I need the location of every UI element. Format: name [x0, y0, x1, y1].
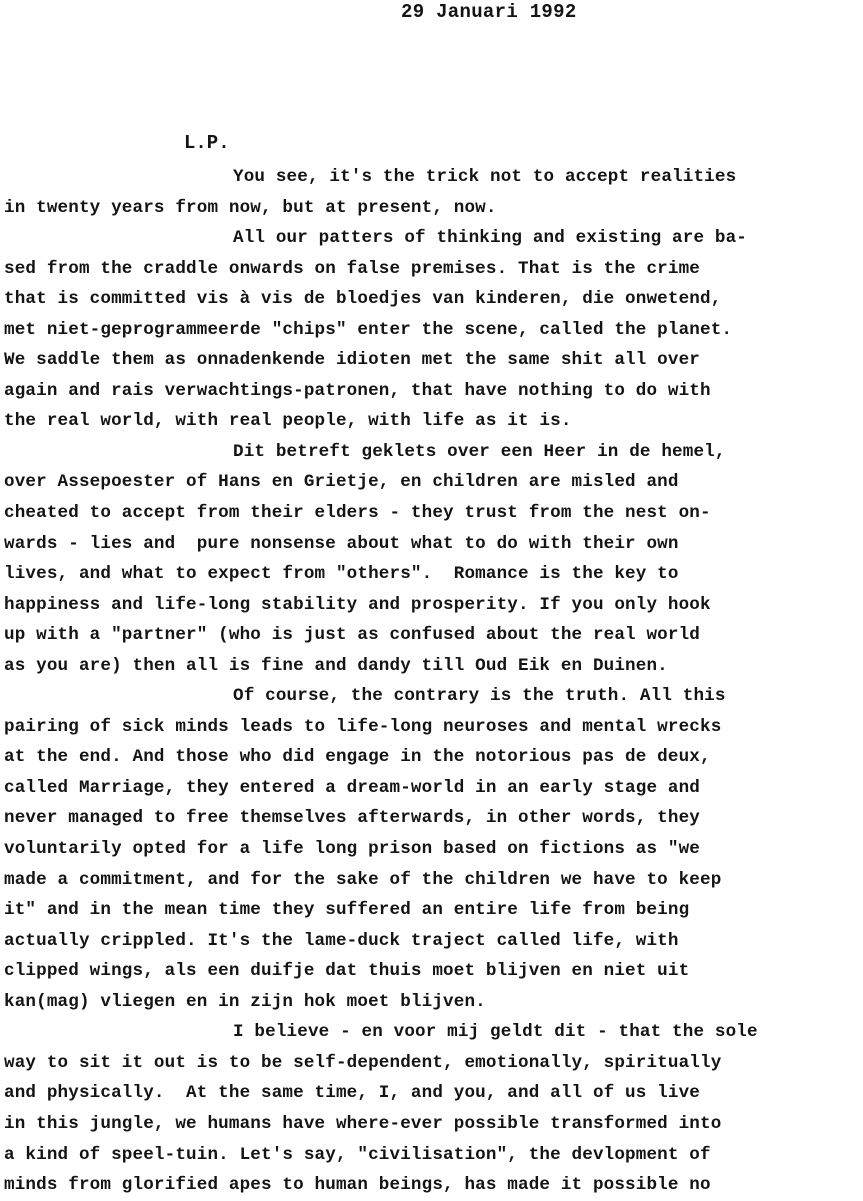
text-line: the real world, with real people, with life as it is. — [4, 411, 572, 432]
paragraph-first-line: All our patters of thinking and existing are ba- — [233, 228, 747, 249]
paragraph-first-line: Of course, the contrary is the truth. All this — [233, 686, 726, 707]
text-line: happiness and life-long stability and prosperity. If you only hook — [4, 594, 711, 615]
text-line: We saddle them as onnadenkende idioten met the same shit all over — [4, 350, 701, 371]
text-line: actually crippled. It's the lame-duck traject called life, with — [4, 930, 679, 951]
paragraph-first-line: You see, it's the trick not to accept realities — [233, 167, 737, 187]
text-line: met niet-geprogrammeerde "chips" enter the scene, called the planet. — [4, 319, 733, 340]
text-line: and physically. At the same time, I, and you, and all of us live — [4, 1083, 701, 1104]
text-line: cheated to accept from their elders - they trust from the nest on- — [4, 503, 711, 524]
text-line: it" and in the mean time they suffered an entire life from being — [4, 900, 690, 921]
text-line: called Marriage, they entered a dream-world in an early stage and — [4, 777, 701, 798]
text-line: wards - lies and pure nonsense about what to do with their own — [4, 533, 679, 554]
text-line: made a commitment, and for the sake of the children we have to keep — [4, 869, 722, 890]
text-line: over Assepoester of Hans en Grietje, en children are misled and — [4, 472, 679, 493]
text-line: at the end. And those who did engage in the notorious pas de deux, — [4, 747, 711, 768]
text-line: pairing of sick minds leads to life-long neuroses and mental wrecks — [4, 716, 722, 737]
paragraph-first-line: Dit betreft geklets over een Heer in de hemel, — [233, 441, 726, 462]
paragraph-first-line: I believe - en voor mij geldt dit - that the sole — [233, 1022, 758, 1043]
text-line: kan(mag) vliegen en in zijn hok moet blijven. — [4, 991, 486, 1012]
text-line: again and rais verwachtings-patronen, that have nothing to do with — [4, 380, 711, 401]
text-line: as you are) then all is fine and dandy till Oud Eik en Duinen. — [4, 655, 668, 676]
text-line: voluntarily opted for a life long prison based on fictions as "we — [4, 839, 701, 860]
text-line: in twenty years from now, but at present, now. — [4, 197, 497, 218]
text-line: up with a "partner" (who is just as confused about the real world — [4, 625, 701, 646]
text-line: in this jungle, we humans have where-ever possible transformed into — [4, 1113, 722, 1134]
letter-salutation: L.P. — [184, 132, 230, 154]
letter-body — [4, 162, 863, 1201]
text-line: way to sit it out is to be self-dependent, emotionally, spiritually — [4, 1052, 722, 1073]
text-line: that is committed vis à vis de bloedjes van kinderen, die onwetend, — [4, 289, 722, 310]
text-line: lives, and what to expect from "others". Romance is the key to — [4, 564, 679, 585]
text-line: clipped wings, als een duifje dat thuis moet blijven en niet uit — [4, 961, 690, 982]
text-line: minds from glorified apes to human beings, has made it possible no — [4, 1175, 711, 1196]
text-line: a kind of speel-tuin. Let's say, "civilisation", the devlopment of — [4, 1144, 711, 1165]
text-line: sed from the craddle onwards on false premises. That is the crime — [4, 258, 701, 279]
text-line: never managed to free themselves afterwards, in other words, they — [4, 808, 701, 829]
letter-date: 29 Januari 1992 — [401, 1, 577, 23]
